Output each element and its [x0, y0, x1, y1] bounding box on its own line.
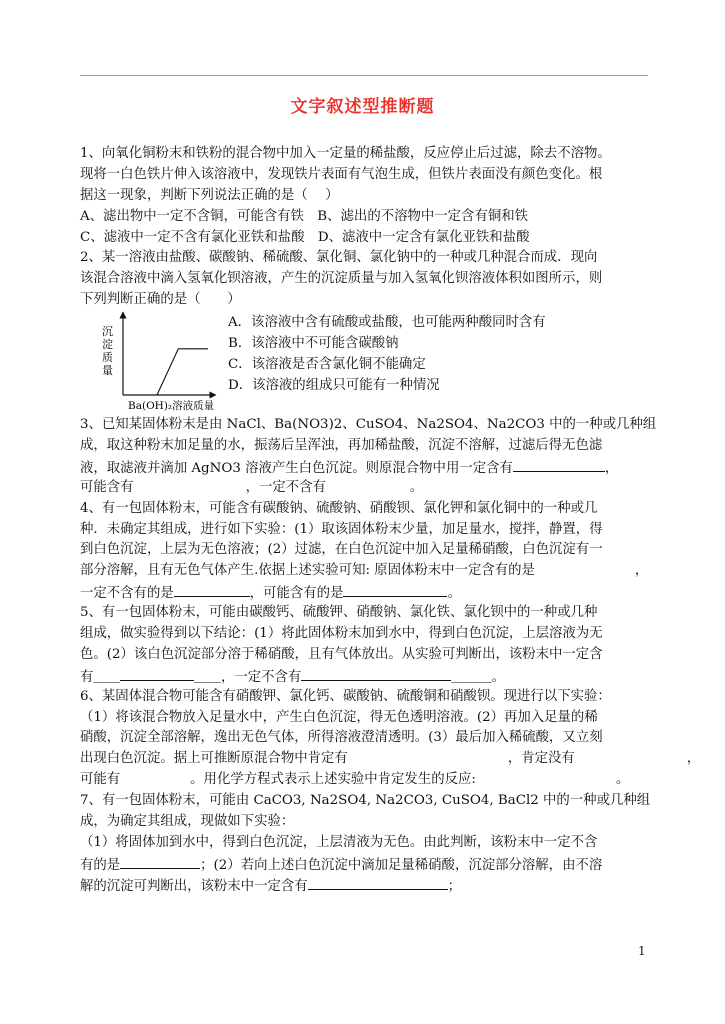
- q7-blank-1[interactable]: [120, 854, 200, 869]
- q6-line-4-b: ，肯定没有: [507, 751, 575, 767]
- q5-line-4: [80, 666, 650, 687]
- q7-line-5: [80, 875, 650, 896]
- q7-line-5-b: ；: [447, 878, 462, 894]
- q4-line-1: 4、有一包固体粉末，可能含有碳酸钠、硫酸钠、硝酸钡、氯化钾和氯化铜中的一种或几: [80, 500, 598, 516]
- q4-line-3: 到白色沉淀，上层为无色溶液；(2）过滤，在白色沉淀中加入足量稀硝酸，白色沉淀有一: [80, 542, 603, 558]
- q3-line-2: 成，取这种粉末加足量的水，振荡后呈浑浊，再加稀盐酸，沉淀不溶解，过滤后得无色滤: [80, 438, 603, 454]
- q2-option-b: B．该溶液中不可能含碳酸钠: [228, 336, 399, 352]
- q4-line-5-a: 一定不含有的是: [80, 586, 174, 602]
- q7-line-2: 成，为确定其组成，现做如下实验：: [80, 814, 295, 830]
- q4-line-5-b: ，可能含有的是: [249, 586, 344, 602]
- q1-option-cd: C、滤液中一定不含有氯化亚铁和盐酸 D、滤液中一定含有氯化亚铁和盐酸: [80, 229, 530, 245]
- q4-line-4-end: ，: [634, 563, 649, 579]
- y-label-char-1: 沉: [102, 325, 113, 339]
- q1-line-2: 现将一白色铁片伸入该溶液中，发现铁片表面有气泡生成，但铁片表面没有颜色变化。根: [80, 166, 603, 182]
- q4-line-5-c: 。: [447, 586, 461, 602]
- q2-figure-row: [80, 311, 650, 415]
- q5-blank-2[interactable]: [301, 666, 451, 681]
- q6-line-5-b: 。用化学方程式表示上述实验中肯定发生的反应:: [190, 772, 476, 788]
- q5-line-4-c: ＿＿＿。: [451, 669, 505, 685]
- q2-option-c: C．该溶液是否含氯化铜不能确定: [228, 357, 426, 373]
- q7-line-4-b: ；(2）若向上述白色沉淀中滴加足量稀硝酸，沉淀部分溶解，由不溶: [200, 857, 603, 873]
- q3-line-1: 3、已知某固体粉末是由 NaCl、Ba(NO3)2、CuSO4、Na2SO4、Na2CO3 中的一种或几种组: [80, 417, 657, 433]
- precipitate-chart: [98, 311, 218, 411]
- q2-line-1: 2、某一溶液由盐酸、碳酸钠、稀硫酸、氯化铜、氯化钠中的一种或几种混合而成．现向: [80, 250, 598, 266]
- q2-options: [228, 313, 546, 397]
- y-label-char-3: 质: [102, 351, 113, 365]
- page-number: 1: [638, 944, 646, 958]
- q6-line-3: 硝酸，沉淀全部溶解，逸出无色气体，所得溶液澄清透明。(3）最后加入稀硫酸，又立刻: [80, 730, 603, 746]
- q2-option-d: D．该溶液的组成只可能有一种情况: [228, 378, 440, 394]
- y-label-char-2: 淀: [102, 338, 113, 352]
- q4-line-5: [80, 582, 650, 603]
- q3-line-4-a: 可能含有: [80, 479, 134, 495]
- q7-line-4: [80, 854, 650, 875]
- q1-line-3: 据这一现象，判断下列说法正确的是（ ）: [80, 187, 339, 203]
- q3-line-3-text: 液，取滤液并滴加 AgNO3 溶液产生白色沉淀。则原混合物中用一定含有: [80, 460, 513, 476]
- q7-blank-2[interactable]: [308, 875, 448, 890]
- document-body: [80, 144, 701, 896]
- q7-line-1: 7、有一包固体粉末，可能由 CaCO3, Na2SO4, Na2CO3, CuSO4, BaCl2 中的一种或几种组: [80, 793, 651, 809]
- q5-line-4-b: ＿＿，一定不含有: [194, 669, 302, 685]
- q5-line-4-a: 有＿＿: [80, 669, 121, 685]
- q3-line-4-c: 。: [409, 479, 424, 495]
- q1-option-ab: A、滤出物中一定不含铜，可能含有铁 B、滤出的不溶物中一定含有铜和铁: [80, 208, 529, 224]
- q3-blank-1[interactable]: [513, 457, 605, 472]
- q4-line-4: [80, 561, 650, 582]
- q3-line-4-b: ，一定不含有: [245, 479, 326, 495]
- q5-line-2: 组成，做实验得到以下结论：(1）将此固体粉末加到水中，得到白色沉淀，上层溶液为无: [80, 626, 603, 642]
- q3-line-4: [80, 478, 650, 499]
- header-rule: [80, 75, 648, 76]
- q6-line-1: 6、某固体混合物可能含有硝酸钾、氯化钙、碳酸钠、硫酸铜和硝酸钡。现进行以下实验：: [80, 688, 611, 704]
- q4-blank-2[interactable]: [174, 582, 250, 597]
- q5-blank-1[interactable]: [120, 666, 194, 681]
- q5-line-3: 色。(2）该白色沉淀部分溶于稀硝酸，且有气体放出。从实验可判断出，该粉末中一定含: [80, 646, 603, 662]
- q2-line-2: 该混合溶液中滴入氢氧化钡溶液，产生的沉淀质量与加入氢氧化钡溶液体积如图所示，则: [80, 271, 603, 287]
- q4-blank-3[interactable]: [343, 582, 447, 597]
- x-axis-label: Ba(OH)₂溶液质量: [128, 400, 215, 412]
- q6-line-5-a: 可能有: [80, 772, 121, 788]
- q1-line-1: 1、向氧化铜粉末和铁粉的混合物中加入一定量的稀盐酸，反应停止后过滤，除去不溶物。: [80, 146, 611, 161]
- q7-line-5-a: 解的沉淀可判断出，该粉末中一定含有: [80, 878, 308, 894]
- q7-line-4-a: 有的是: [80, 857, 121, 873]
- q7-line-3: （1）将固体加到水中，得到白色沉淀，上层清液为无色。由此判断，该粉末中一定不含: [80, 834, 598, 850]
- q4-line-2: 种．未确定其组成，进行如下实验：(1）取该固体粉末少量，加足量水，搅拌，静置，得: [80, 521, 603, 537]
- q5-line-1: 5、有一包固体粉末，可能由碳酸钙、硫酸钾、硝酸钠、氯化铁、氯化钡中的一种或几种: [80, 605, 598, 621]
- series-line: [123, 349, 208, 395]
- q6-line-4: [80, 749, 701, 770]
- q6-line-4-a: 出现白色沉淀。据上可推断原混合物中肯定有: [80, 751, 348, 767]
- q3-line-3: [80, 457, 650, 478]
- q3-line-3-end: ，: [604, 460, 619, 476]
- q2-line-3: 下列判断正确的是（ ）: [80, 292, 241, 308]
- q6-line-5-c: 。: [615, 772, 630, 788]
- q6-line-2: （1）将该混合物放入足量水中，产生白色沉淀，得无色透明溶液。(2）再加入足量的稀: [80, 709, 598, 725]
- q6-line-4-end: ，: [686, 751, 701, 767]
- q4-line-4-text: 部分溶解，且有无色气体产生.依据上述实验可知: 原固体粉末中一定含有的是: [80, 563, 535, 579]
- q2-option-a: A．该溶液中含有硫酸或盐酸，也可能两种酸同时含有: [228, 315, 546, 331]
- page-title: 文字叙述型推断题: [290, 97, 435, 117]
- y-label-char-4: 量: [102, 364, 113, 378]
- q6-line-5: [80, 770, 650, 791]
